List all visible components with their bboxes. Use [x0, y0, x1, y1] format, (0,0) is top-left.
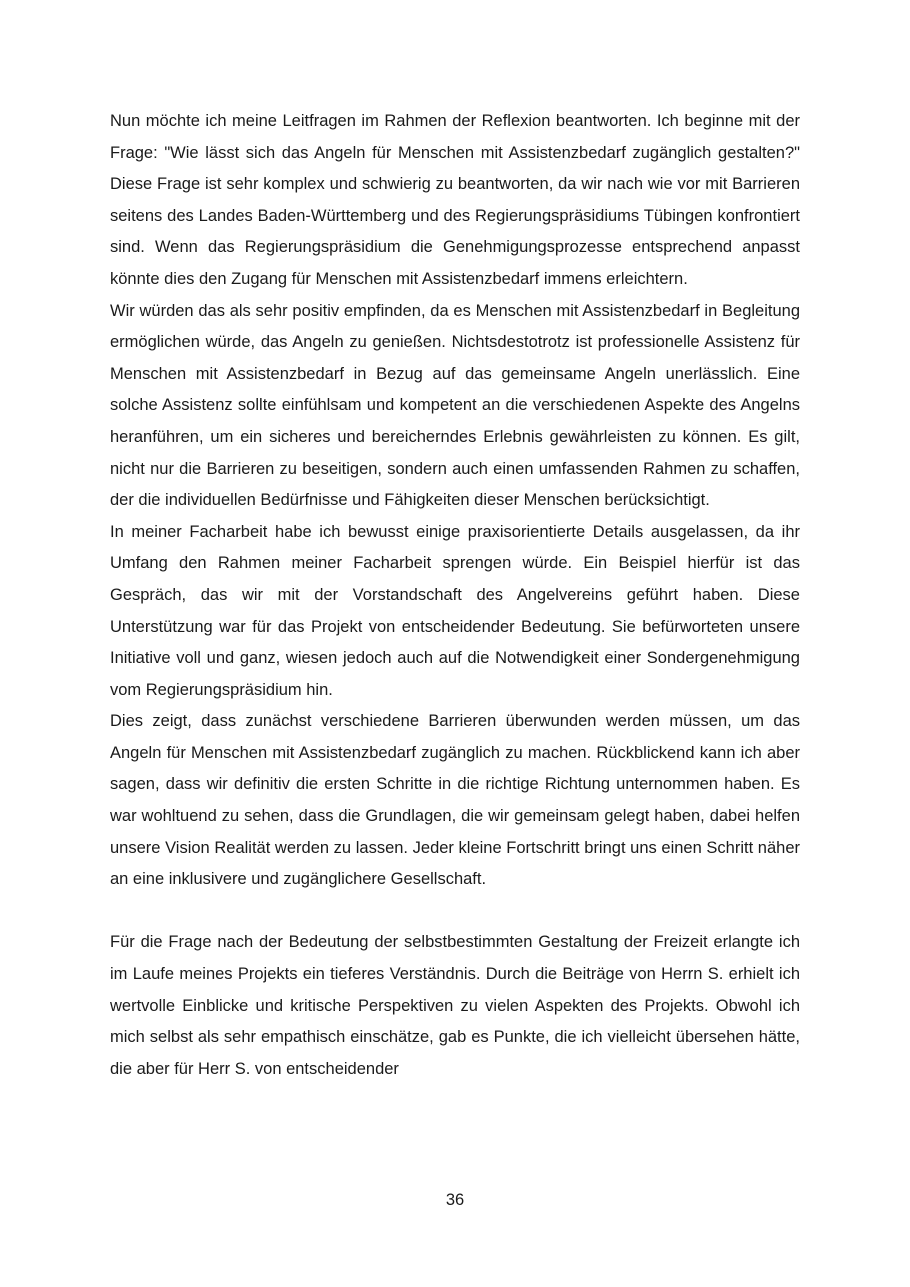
paragraph-reflection-intro: Nun möchte ich meine Leitfragen im Rahmen der Reflexion beantworten. Ich beginne mit der Frage: "Wie lässt sich das Angeln für Menschen mit Assistenzbedarf zugänglich gestalten?" Diese Frage ist sehr komplex und schwierig zu beantworten, da wir nach wie vor mit Barrieren seitens des Landes Baden-Württemberg und des Regierungspräsidiums Tübingen konfrontiert sind. Wenn das Regierungspräsidium die Genehmigungsprozesse entsprechend anpasst könnte dies den Zugang für Menschen mit Assistenzbedarf immens erleichtern.: [110, 112, 800, 288]
paragraph-assistance: Wir würden das als sehr positiv empfinden, da es Menschen mit Assistenzbedarf in Begleitung ermöglichen würde, das Angeln zu genießen. Nichtsdestotrotz ist professionelle Assistenz für Menschen mit Assistenzbedarf in Bezug auf das gemeinsame Angeln unerlässlich. Eine solche Assistenz sollte einfühlsam und kompetent an die verschiedenen Aspekte des Angelns heranführen, um ein sicheres und bereicherndes Erlebnis gewährleisten zu können. Es gilt, nicht nur die Barrieren zu beseitigen, sondern auch einen umfassenden Rahmen zu schaffen, der die individuellen Bedürfnisse und Fähigkeiten dieser Menschen berücksichtigt.: [110, 301, 800, 510]
body-text: [110, 106, 800, 1085]
paragraph-spacer: [110, 896, 800, 928]
paragraph-self-determined-leisure: Für die Frage nach der Bedeutung der selbstbestimmten Gestaltung der Freizeit erlangte ich im Laufe meines Projekts ein tieferes Verständnis. Durch die Beiträge von Herrn S. erhielt ich wertvolle Einblicke und kritische Perspektiven zu vielen Aspekten des Projekts. Obwohl ich mich selbst als sehr empathisch einschätze, gab es Punkte, die ich vielleicht übersehen hätte, die aber für Herr S. von entscheidender: [110, 933, 800, 1078]
page-number: 36: [445, 1191, 465, 1209]
paragraph-facharbeit-details: In meiner Facharbeit habe ich bewusst einige praxisorientierte Details ausgelassen, da ihr Umfang den Rahmen meiner Facharbeit sprengen würde. Ein Beispiel hierfür ist das Gespräch, das wir mit der Vorstandschaft des Angelvereins geführt haben. Diese Unterstützung war für das Projekt von entscheidender Bedeutung. Sie befürworteten unsere Initiative voll und ganz, wiesen jedoch auch auf die Notwendigkeit einer Sondergenehmigung vom Regierungspräsidium hin.: [110, 522, 800, 699]
paragraph-barriers-progress: Dies zeigt, dass zunächst verschiedene Barrieren überwunden werden müssen, um das Angeln für Menschen mit Assistenzbedarf zugänglich zu machen. Rückblickend kann ich aber sagen, dass wir definitiv die ersten Schritte in die richtige Richtung unternommen haben. Es war wohltuend zu sehen, dass die Grundlagen, die wir gemeinsam gelegt haben, dabei helfen unsere Vision Realität werden zu lassen. Jeder kleine Fortschritt bringt uns einen Schritt näher an eine inklusivere und zugänglichere Gesellschaft.: [110, 712, 800, 889]
